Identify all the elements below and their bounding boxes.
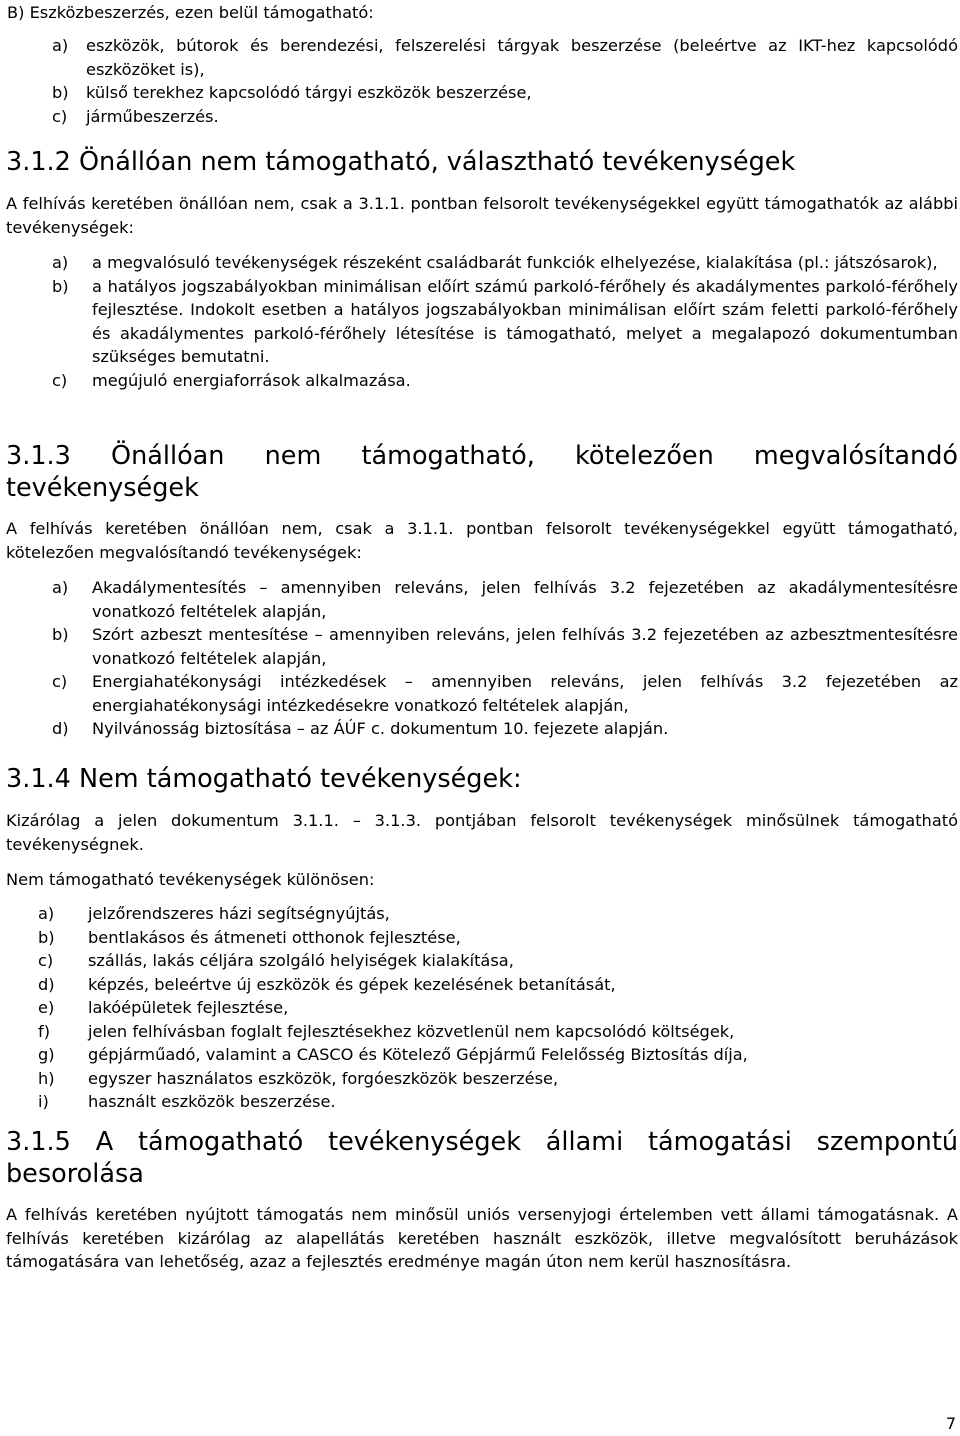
list-text: szállás, lakás céljára szolgáló helyiségek kialakítása, [88, 951, 514, 970]
section-3-1-3-intro: A felhívás keretében önállóan nem, csak a 3.1.1. pontban felsorolt tevékenységekkel együtt támogatható, kötelezően megvalósítandó tevékenységek: [6, 519, 958, 562]
list-text: Szórt azbeszt mentesítése – amennyiben releváns, jelen felhívás 3.2 fejezetében az azbesztmentesítésre vonatkozó feltételek alapján, [92, 625, 958, 668]
section-b-intro: B) Eszközbeszerzés, ezen belül támogatható: [7, 3, 374, 22]
list-text: külső terekhez kapcsolódó tárgyi eszközök beszerzése, [86, 83, 532, 102]
section-3-1-3-list [52, 576, 958, 741]
list-item [38, 996, 958, 1020]
list-marker: i) [38, 1092, 49, 1111]
list-marker: h) [38, 1068, 55, 1088]
list-item [52, 251, 958, 275]
section-heading-3-1-5: 3.1.5 A támogatható tevékenységek állami támogatási szempontú besorolása [6, 1127, 958, 1189]
list-marker: d) [38, 974, 55, 994]
list-text: Nyilvánosság biztosítása – az ÁÚF c. dokumentum 10. fejezete alapján. [92, 719, 669, 738]
list-text: jelzőrendszeres házi segítségnyújtás, [88, 904, 390, 923]
list-marker: f) [38, 1021, 51, 1041]
section-heading-3-1-3: 3.1.3 Önállóan nem támogatható, kötelezően megvalósítandó tevékenységek [6, 441, 958, 503]
section-3-1-4-lead: Nem támogatható tevékenységek különösen: [6, 870, 375, 889]
list-marker: c) [52, 106, 68, 126]
list-marker: a) [52, 253, 69, 272]
list-text: képzés, beleértve új eszközök és gépek kezelésének betanítását, [88, 974, 616, 994]
list-item [38, 1090, 958, 1114]
list-marker: d) [52, 719, 69, 738]
list-marker: c) [52, 672, 68, 691]
list-item [52, 81, 958, 105]
list-text: bentlakásos és átmeneti otthonok fejlesztése, [88, 927, 461, 947]
page-number: 7 [945, 1414, 956, 1433]
list-text: eszközök, bútorok és berendezési, felszerelési tárgyak beszerzése (beleértve az IKT-hez kapcsolódó eszközöket is), [86, 36, 958, 79]
list-text: használt eszközök beszerzése. [88, 1092, 336, 1111]
list-item [38, 1067, 958, 1091]
list-item [38, 902, 958, 926]
section-3-1-2-list [52, 251, 958, 392]
list-marker: c) [38, 951, 54, 970]
list-text: gépjárműadó, valamint a CASCO és Kötelező Gépjármű Felelősség Biztosítás díja, [88, 1045, 748, 1064]
list-item [38, 973, 958, 997]
list-marker: b) [52, 83, 69, 102]
list-text: a hatályos jogszabályokban minimálisan előírt számú parkoló-férőhely és akadálymentes parkoló-férőhely fejlesztése. Indokolt esetben a hatályos jogszabályokban minimálisan előírt szám feletti parkoló-férőhely és akadálymentes parkoló-férőhely létesítése is támogatható, melyet a megalapozó dokumentumban szükséges bemutatni. [92, 276, 958, 366]
list-text: megújuló energiaforrások alkalmazása. [92, 370, 411, 390]
list-item [38, 926, 958, 950]
list-item [52, 275, 958, 369]
list-marker: b) [52, 625, 69, 644]
list-item [52, 105, 958, 129]
list-marker: g) [38, 1045, 55, 1064]
section-3-1-5-paragraph: A felhívás keretében nyújtott támogatás nem minősül uniós versenyjogi értelemben vett állami támogatásnak. A felhívás keretében kizárólag az alapellátás keretében használt eszközök, illetve megvalósított beruházások támogatására van lehetőség, azaz a fejlesztés eredménye magán úton nem kerül hasznosításra. [6, 1205, 958, 1271]
list-item [38, 1020, 958, 1044]
section-heading-3-1-4: 3.1.4 Nem támogatható tevékenységek: [6, 764, 522, 794]
list-marker: b) [38, 927, 55, 947]
list-marker: a) [52, 36, 69, 55]
list-text: járműbeszerzés. [86, 106, 219, 126]
section-3-1-4-paragraph: Kizárólag a jelen dokumentum 3.1.1. – 3.1.3. pontjában felsorolt tevékenységek minősülnek támogatható tevékenységnek. [6, 811, 958, 854]
list-marker: a) [38, 904, 55, 923]
list-marker: e) [38, 998, 55, 1017]
section-3-1-2-intro: A felhívás keretében önállóan nem, csak a 3.1.1. pontban felsorolt tevékenységekkel együtt támogathatók az alábbi tevékenységek: [6, 194, 958, 237]
list-item [52, 369, 958, 393]
list-marker: b) [52, 276, 69, 296]
list-item [52, 34, 958, 81]
list-item [52, 623, 958, 670]
section-3-1-4-list [38, 902, 958, 1114]
list-item [52, 670, 958, 717]
list-text: Akadálymentesítés – amennyiben releváns, jelen felhívás 3.2 fejezetében az akadálymentesítésre vonatkozó feltételek alapján, [92, 578, 958, 621]
list-item [52, 576, 958, 623]
list-text: jelen felhívásban foglalt fejlesztésekhez közvetlenül nem kapcsolódó költségek, [88, 1021, 735, 1041]
section-b-list [52, 34, 958, 128]
list-text: lakóépületek fejlesztése, [88, 998, 289, 1017]
list-item [38, 949, 958, 973]
list-text: egyszer használatos eszközök, forgóeszközök beszerzése, [88, 1068, 559, 1088]
list-text: Energiahatékonysági intézkedések – amennyiben releváns, jelen felhívás 3.2 fejezetében az energiahatékonysági intézkedésekre vonatkozó feltételek alapján, [92, 672, 958, 715]
list-text: a megvalósuló tevékenységek részeként családbarát funkciók elhelyezése, kialakítása (pl.: játszósarok), [92, 253, 938, 272]
section-heading-3-1-2: 3.1.2 Önállóan nem támogatható, választható tevékenységek [6, 147, 796, 177]
list-item [52, 717, 958, 741]
list-marker: c) [52, 370, 68, 390]
list-marker: a) [52, 578, 69, 597]
list-item [38, 1043, 958, 1067]
